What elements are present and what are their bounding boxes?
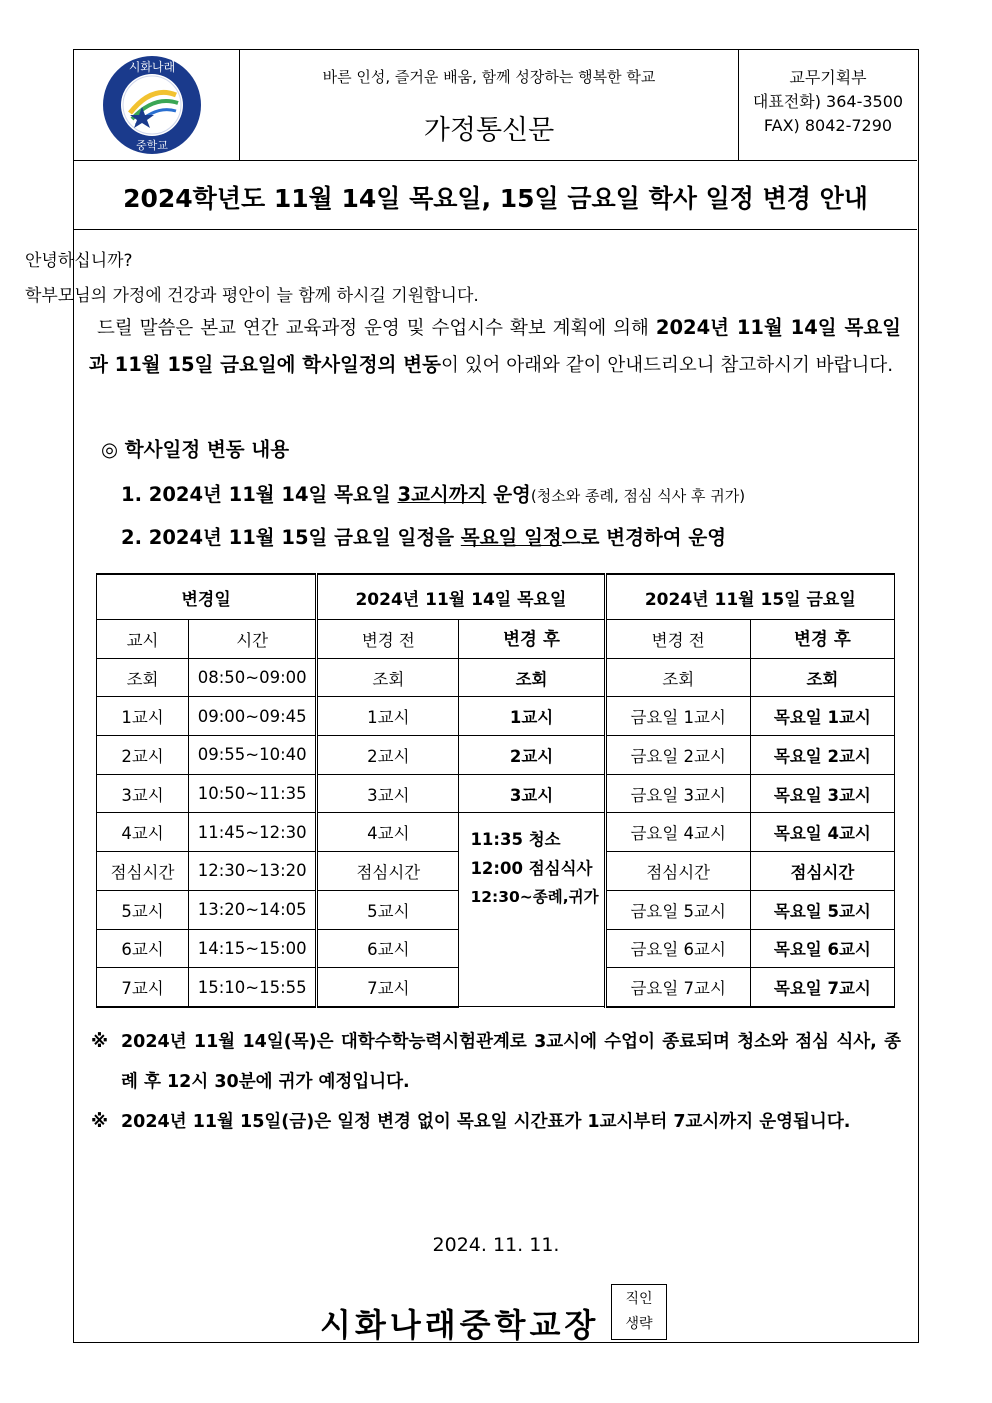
note-mark: ※ (91, 1032, 109, 1052)
cell-fri-after: 목요일 5교시 (750, 890, 894, 929)
cell-fri-before: 조회 (605, 658, 750, 697)
cell-period: 5교시 (97, 890, 189, 929)
thu-after-merged-cell (459, 813, 605, 1007)
note-1-text: 2024년 11월 14일(목)은 대학수학능력시험관계로 3교시에 수업이 종료되며 청소와 점심 식사, 종례 후 12시 30분에 귀가 예정입니다. (121, 1032, 901, 1092)
notice-title: 2024학년도 11월 14일 목요일, 15일 금요일 학사 일정 변경 안내 (123, 184, 868, 213)
item1-note: (청소와 종례, 점심 식사 후 귀가) (530, 487, 746, 505)
merged-line-lunch: 12:00 점심식사 (470, 859, 593, 879)
cell-thu-before: 7교시 (317, 968, 459, 1007)
title-row (74, 161, 917, 230)
header-friday: 2024년 11월 15일 금요일 (605, 574, 894, 620)
cell-fri-before: 금요일 5교시 (605, 890, 750, 929)
cell-thu-before: 4교시 (317, 813, 459, 852)
cell-thu-before: 6교시 (317, 929, 459, 968)
cell-fri-after: 조회 (750, 658, 894, 697)
cell-time: 10:50~11:35 (189, 774, 317, 813)
table-row (97, 658, 895, 697)
subheader-fri-after: 변경 후 (750, 620, 894, 659)
fax-number: FAX) 8042-7290 (763, 116, 893, 135)
cell-period: 조회 (97, 658, 189, 697)
cell-thu-after: 1교시 (459, 697, 605, 736)
cell-fri-after: 목요일 2교시 (750, 736, 894, 775)
table-row (97, 774, 895, 813)
cell-time: 09:55~10:40 (189, 736, 317, 775)
cell-fri-before: 금요일 1교시 (605, 697, 750, 736)
principal-signature: 시화나래중학교장 (320, 1306, 600, 1344)
subheader-thu-after: 변경 후 (459, 620, 605, 659)
cell-fri-before: 점심시간 (605, 852, 750, 891)
cell-thu-before: 1교시 (317, 697, 459, 736)
cell-time: 08:50~09:00 (189, 658, 317, 697)
header-change-day: 변경일 (97, 574, 317, 620)
schedule-table (96, 573, 895, 1008)
change-item-2 (121, 522, 726, 550)
cell-time: 11:45~12:30 (189, 813, 317, 852)
greeting-line-1: 안녕하십니까? (25, 251, 133, 271)
table-row (97, 697, 895, 736)
cell-thu-before: 점심시간 (317, 852, 459, 891)
item2-text: 2. 2024년 11월 15일 금요일 일정을 (121, 526, 461, 549)
seal-line-2: 생략 (625, 1316, 653, 1332)
department: 교무기획부 (789, 68, 867, 87)
logo-text-bottom: 중학교 (136, 139, 168, 152)
intro-emphasis: 2024년 11월 14일 목요일과 11월 15일 금요일에 학사일정의 변동 (89, 316, 901, 376)
logo-text-top: 시화나래 (128, 60, 176, 74)
note-1 (91, 1022, 901, 1102)
note-mark: ※ (91, 1112, 109, 1132)
cell-fri-after: 목요일 6교시 (750, 929, 894, 968)
cell-fri-before: 금요일 3교시 (605, 774, 750, 813)
cell-thu-before: 2교시 (317, 736, 459, 775)
cell-thu-after: 3교시 (459, 774, 605, 813)
item1-underlined: 3교시까지 (397, 483, 487, 506)
subheader-time: 시간 (189, 620, 317, 659)
cell-period: 2교시 (97, 736, 189, 775)
merged-line-cleaning: 11:35 청소 (470, 830, 561, 850)
header-thursday: 2024년 11월 14일 목요일 (317, 574, 605, 620)
contact-info (739, 50, 917, 160)
cell-time: 09:00~09:45 (189, 697, 317, 736)
document-type: 가정통신문 (423, 115, 555, 146)
issue-date: 2024. 11. 11. (432, 1234, 560, 1256)
official-seal-box (611, 1284, 667, 1340)
seal-line-1: 직인 (625, 1291, 653, 1307)
cell-period: 4교시 (97, 813, 189, 852)
cell-thu-after: 조회 (459, 658, 605, 697)
intro-text-b: 이 있어 아래와 같이 안내드리오니 참고하시기 바랍니다. (440, 355, 894, 376)
merged-line-dismissal: 12:30~종례,귀가 (470, 888, 599, 907)
logo-cell (74, 50, 240, 160)
table-row (97, 736, 895, 775)
school-motto: 바른 인성, 즐거운 배움, 함께 성장하는 행복한 학교 (322, 68, 656, 86)
cell-time: 15:10~15:55 (189, 968, 317, 1007)
cell-period: 3교시 (97, 774, 189, 813)
cell-period: 7교시 (97, 968, 189, 1007)
intro-paragraph (89, 310, 901, 384)
cell-fri-before: 금요일 7교시 (605, 968, 750, 1007)
cell-time: 13:20~14:05 (189, 890, 317, 929)
cell-period: 점심시간 (97, 852, 189, 891)
item2-text-end: 으로 변경하여 운영 (561, 526, 727, 549)
intro-text-a: 드릴 말씀은 본교 연간 교육과정 운영 및 수업시수 확보 계획에 의해 (97, 318, 656, 339)
cell-fri-after: 점심시간 (750, 852, 894, 891)
item1-text-end: 운영 (486, 483, 531, 506)
letterhead (74, 50, 917, 161)
subheader-fri-before: 변경 전 (605, 620, 750, 659)
header-center (240, 50, 739, 160)
cell-thu-before: 5교시 (317, 890, 459, 929)
item1-text: 1. 2024년 11월 14일 목요일 (121, 483, 398, 506)
cell-time: 14:15~15:00 (189, 929, 317, 968)
note-2-text: 2024년 11월 15일(금)은 일정 변경 없이 목요일 시간표가 1교시부터 7교시까지 운영됩니다. (121, 1112, 851, 1132)
subheader-period: 교시 (97, 620, 189, 659)
table-subheader-row (97, 620, 895, 659)
cell-time: 12:30~13:20 (189, 852, 317, 891)
cell-fri-before: 금요일 4교시 (605, 813, 750, 852)
item2-underlined: 목요일 일정 (460, 526, 562, 549)
cell-fri-after: 목요일 3교시 (750, 774, 894, 813)
cell-fri-after: 목요일 4교시 (750, 813, 894, 852)
cell-fri-after: 목요일 1교시 (750, 697, 894, 736)
school-logo (102, 55, 202, 155)
table-row (97, 813, 895, 852)
cell-period: 1교시 (97, 697, 189, 736)
note-2 (91, 1102, 901, 1142)
cell-period: 6교시 (97, 929, 189, 968)
cell-fri-before: 금요일 2교시 (605, 736, 750, 775)
section-title: ◎ 학사일정 변동 내용 (101, 438, 290, 461)
phone-number: 대표전화) 364-3500 (752, 92, 904, 111)
greeting-line-2: 학부모님의 가정에 건강과 평안이 늘 함께 하시길 기원합니다. (25, 286, 479, 306)
change-item-1 (121, 479, 745, 507)
cell-thu-after: 2교시 (459, 736, 605, 775)
subheader-thu-before: 변경 전 (317, 620, 459, 659)
cell-fri-before: 금요일 6교시 (605, 929, 750, 968)
cell-thu-before: 3교시 (317, 774, 459, 813)
table-header-row (97, 574, 895, 620)
cell-fri-after: 목요일 7교시 (750, 968, 894, 1007)
cell-thu-before: 조회 (317, 658, 459, 697)
